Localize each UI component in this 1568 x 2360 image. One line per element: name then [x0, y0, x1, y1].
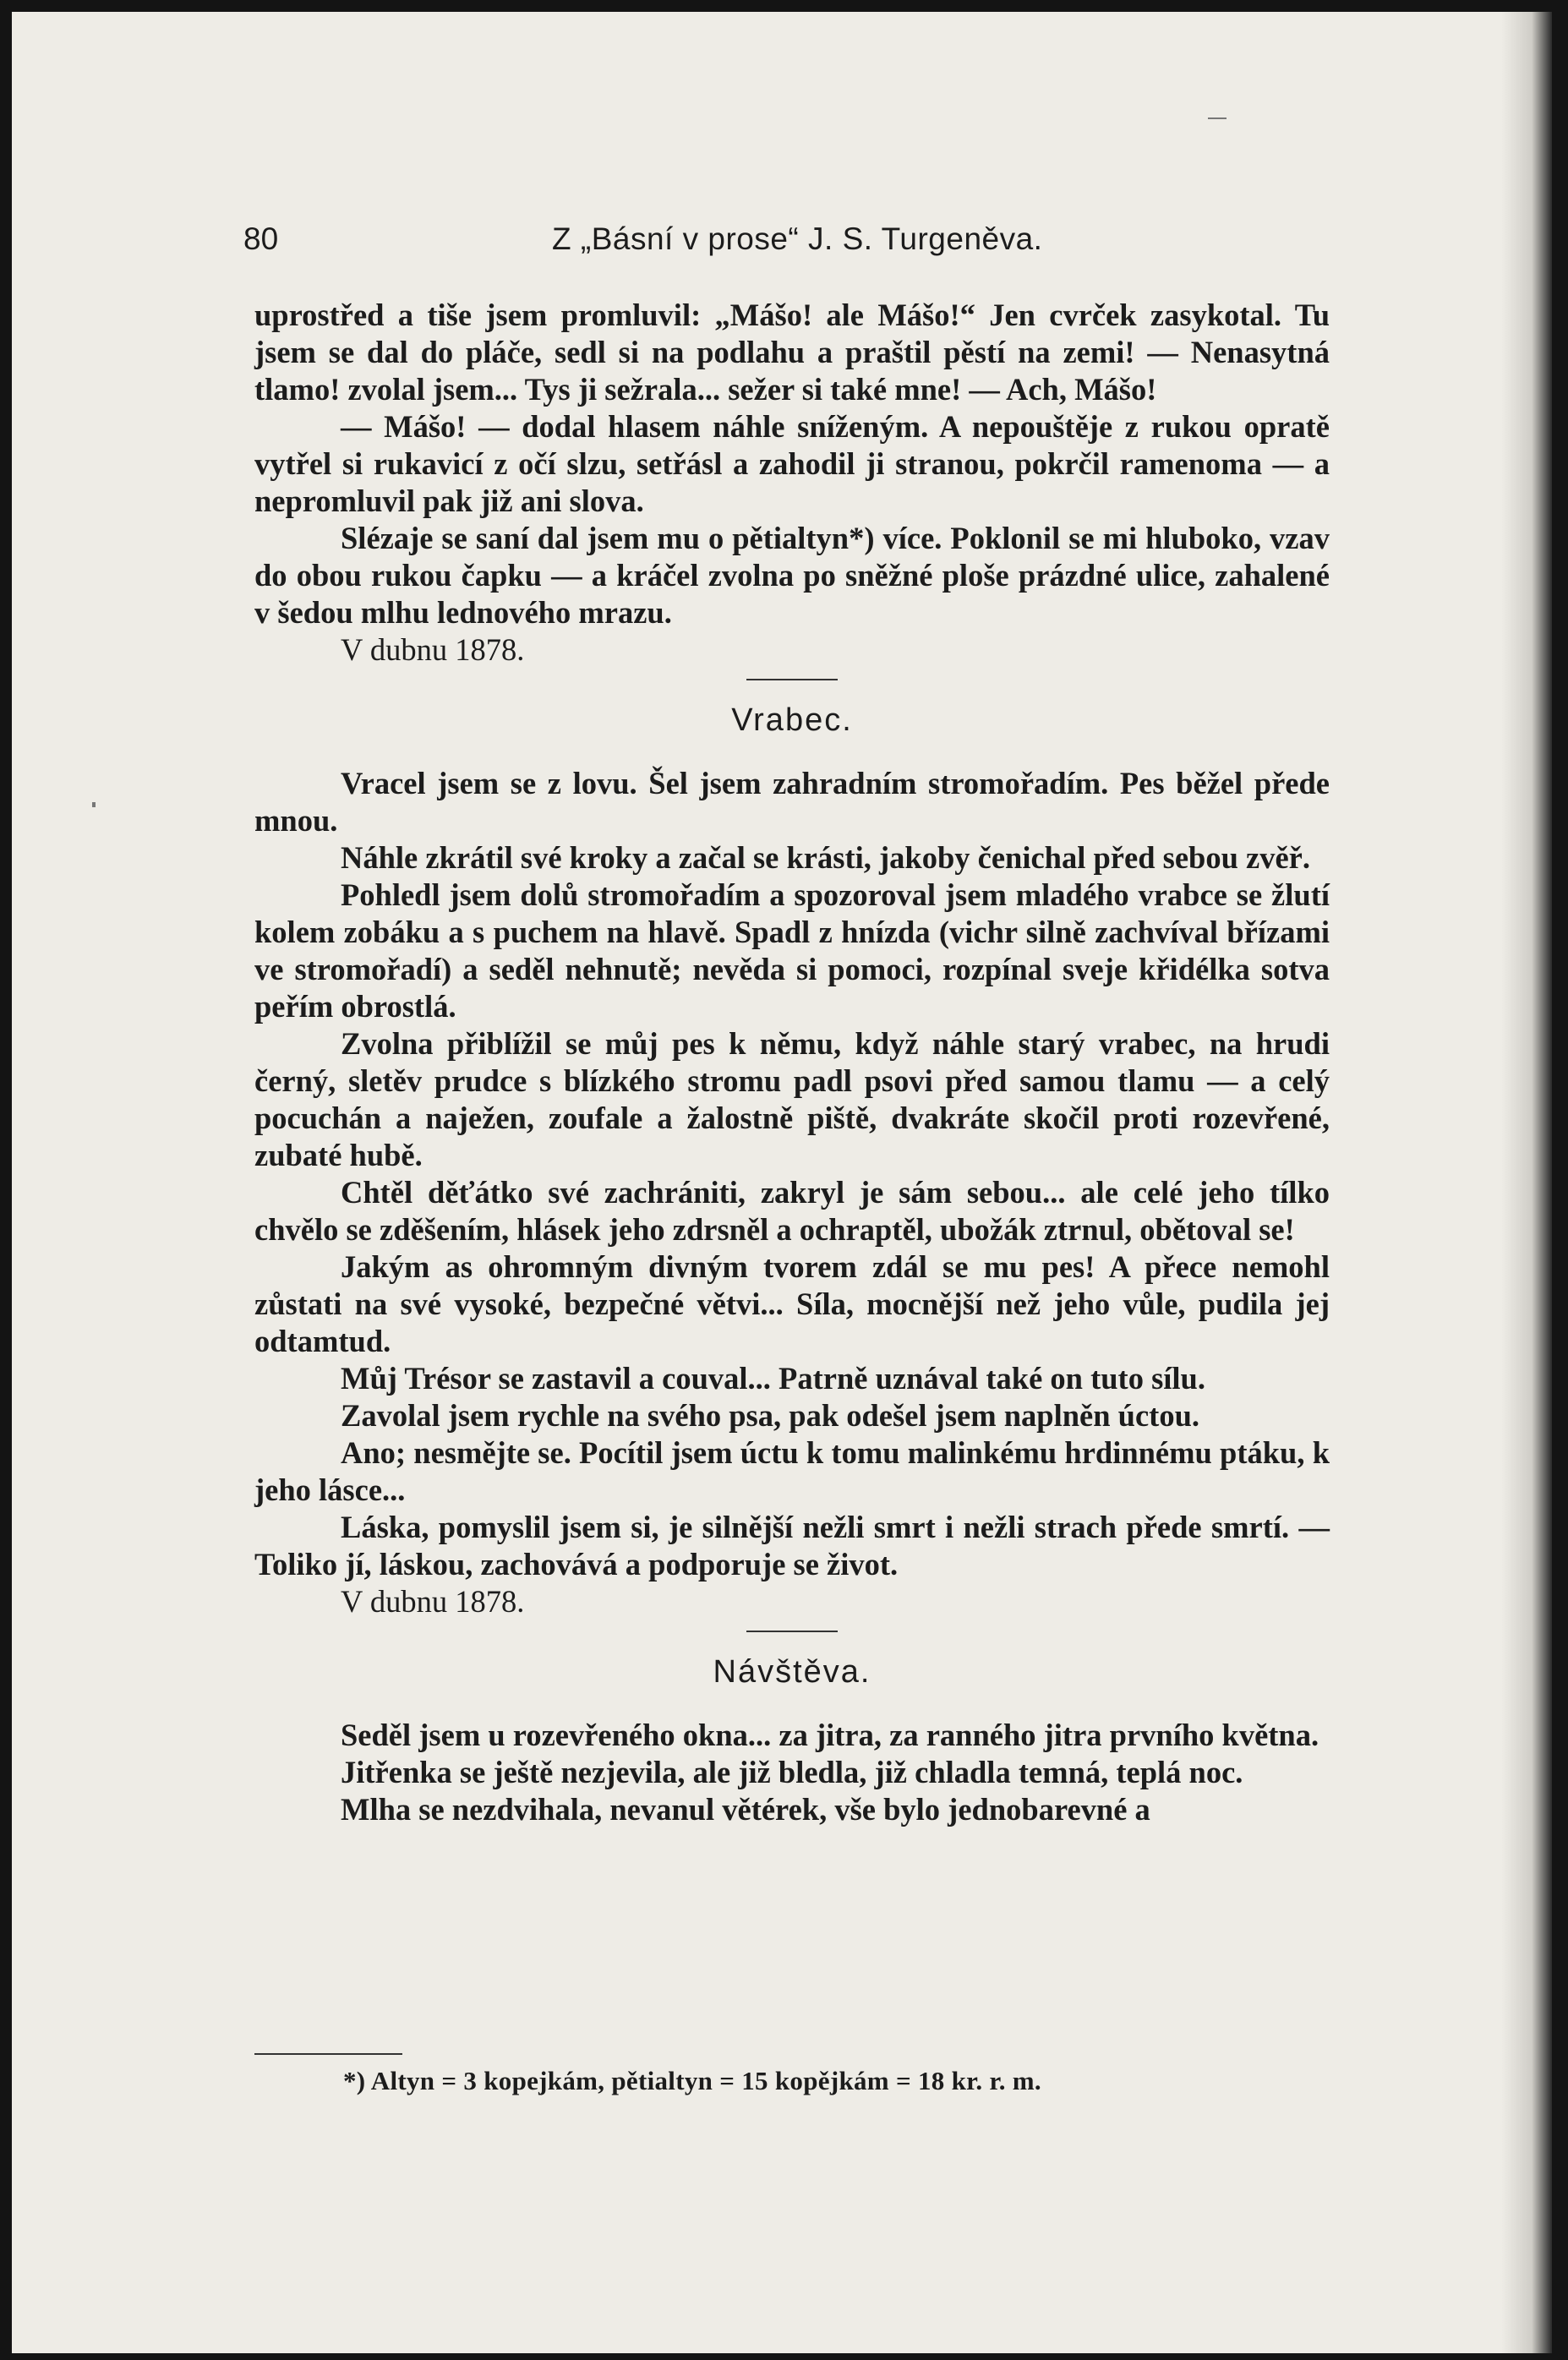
- print-speck: [1208, 117, 1227, 119]
- paragraph: Jitřenka se ještě nezjevila, ale již bledla, již chladla temná, teplá noc.: [341, 1755, 1243, 1789]
- paragraph: — Mášo! — dodal hlasem náhle sníženým. A nepouštěje z rukou opratě vytřel si rukavicí z očí slzu, setřásl a zahodil ji stranou, pokrčil ramenoma — a nepromluvil pak již ani slova.: [254, 409, 1330, 518]
- footnote-rule: [254, 2053, 402, 2055]
- section-title-vrabec: Vrabec.: [731, 702, 853, 738]
- paragraph: Slézaje se saní dal jsem mu o pětialtyn*) více. Poklonil se mi hluboko, vzav do obou rukou čapku — a kráčel zvolna po sněžné ploše prázdné ulice, zahalené v šedou mlhu lednového mrazu.: [254, 521, 1330, 630]
- body-text: [254, 297, 1330, 1828]
- page-number: 80: [243, 221, 279, 256]
- page-header: [243, 221, 1334, 264]
- paragraph: Chtěl děťátko své zachrániti, zakryl je sám sebou... ale celé jeho tílko chvělo se zděšením, hlásek jeho zdrsněl a ochraptěl, ubožák ztrnul, obětoval se!: [254, 1175, 1330, 1247]
- paragraph: Můj Trésor se zastavil a couval... Patrně uznával také on tuto sílu.: [341, 1361, 1205, 1396]
- section-title-navsteva: Návštěva.: [713, 1654, 871, 1690]
- paragraph: Ano; nesmějte se. Pocítil jsem úctu k tomu malinkému hrdinnému ptáku, k jeho lásce...: [254, 1435, 1330, 1507]
- paragraph: Mlha se nezdvihala, nevanul větérek, vše bylo jednobarevné a: [341, 1792, 1150, 1827]
- footnote: *) Altyn = 3 kopejkám, pětialtyn = 15 kopějkám = 18 kr. r. m.: [343, 2066, 1041, 2095]
- paragraph: Zavolal jsem rychle na svého psa, pak odešel jsem naplněn úctou.: [341, 1398, 1199, 1433]
- page-edge-shadow: [1501, 12, 1552, 2353]
- paragraph: uprostřed a tiše jsem promluvil: „Mášo! ale Mášo!“ Jen cvrček zasykotal. Tu jsem se dal do pláče, sedl si na podlahu a praštil pěstí na zemi! — Nenasytná tlamo! zvolal jsem... Tys ji sežrala... sežer si také mne! — Ach, Mášo!: [254, 298, 1330, 407]
- paragraph: Láska, pomyslil jsem si, je silnější nežli smrt i nežli strach přede smrtí. — Toliko jí, láskou, zachovává a podporuje se život.: [254, 1510, 1330, 1582]
- print-speck: [92, 802, 96, 807]
- paragraph: Seděl jsem u rozevřeného okna... za jitra, za ranného jitra prvního května.: [341, 1718, 1319, 1752]
- paragraph: Náhle zkrátil své kroky a začal se krásti, jakoby čenichal před sebou zvěř.: [341, 840, 1310, 875]
- date-line: V dubnu 1878.: [341, 1584, 525, 1619]
- paragraph: Jakým as ohromným divným tvorem zdál se mu pes! A přece nemohl zůstati na své vysoké, bezpečné větvi... Síla, mocnější než jeho vůle, pudila jej odtamtud.: [254, 1249, 1330, 1358]
- running-title: Z „Básní v prose“ J. S. Turgeněva.: [552, 221, 1043, 256]
- paragraph: Vracel jsem se z lovu. Šel jsem zahradním stromořadím. Pes běžel přede mnou.: [254, 766, 1330, 838]
- paragraph: Zvolna přiblížil se můj pes k němu, když náhle starý vrabec, na hrudi černý, sletěv prudce s blízkého stromu padl psovi před samou tlamu — a celý pocuchán a naježen, zoufale a žalostně piště, dvakráte skočil proti rozevřené, zubaté hubě.: [254, 1026, 1330, 1172]
- book-page: [12, 12, 1552, 2353]
- section-divider: [746, 679, 838, 680]
- date-line: V dubnu 1878.: [341, 632, 525, 667]
- section-divider: [746, 1631, 838, 1632]
- paragraph: Pohledl jsem dolů stromořadím a spozoroval jsem mladého vrabce se žlutí kolem zobáku a s puchem na hlavě. Spadl z hnízda (vichr silně zachvíval břízami ve stromořadí) a seděl nehnutě; nevěda si pomoci, rozpínal sveje křidélka sotva peřím obrostlá.: [254, 877, 1330, 1024]
